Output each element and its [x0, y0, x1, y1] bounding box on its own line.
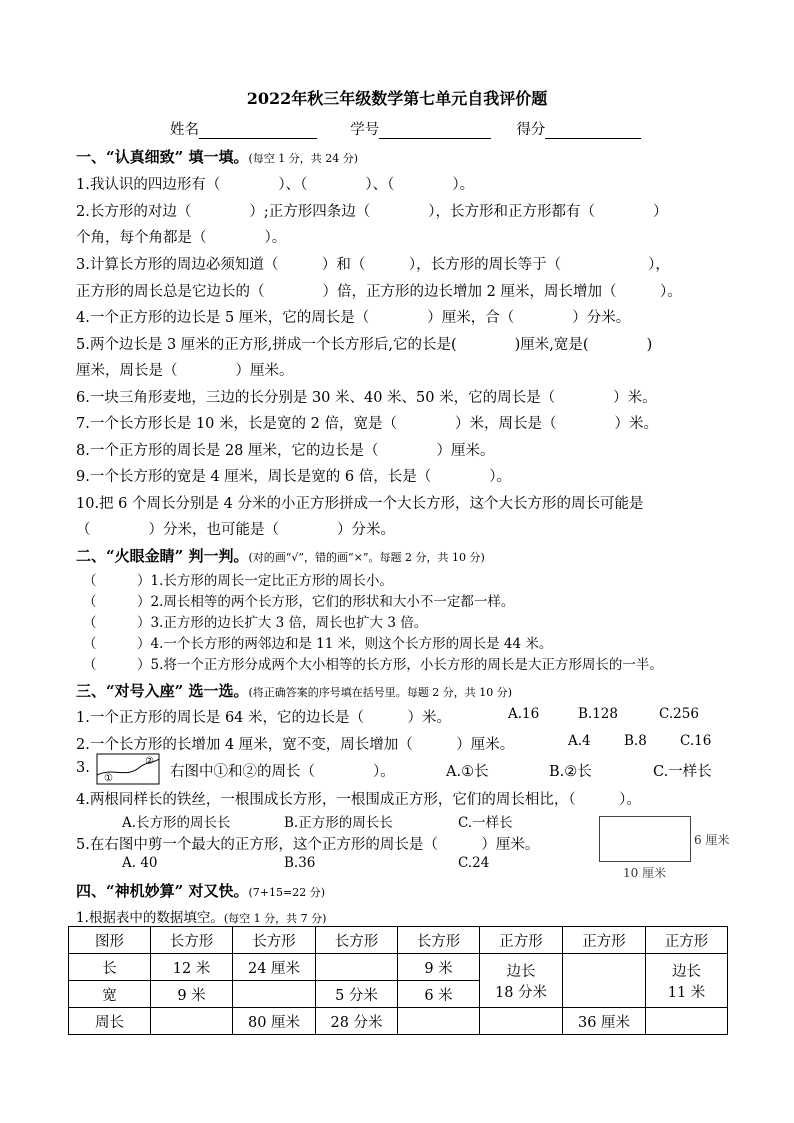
table-cell: 28 分米 — [316, 1008, 398, 1035]
table-cell-blank[interactable] — [316, 954, 398, 981]
s3-q4: 4.两根同样长的铁丝，一根围成长方形，一根围成正方形，它们的周长相比，（ ）。 — [76, 792, 641, 808]
s1-line: 1.我认识的四边形有（ ）、（ ）、（ ）。 — [76, 177, 475, 193]
table-cell: 9 米 — [151, 981, 233, 1008]
table-cell: 长 — [69, 954, 151, 981]
s1-line: 3.计算长方形的周边必须知道（ ）和（ ），长方形的周长等于（ ）， — [76, 257, 670, 273]
table-cell: 9 米 — [398, 954, 480, 981]
table-header-cell: 正方形 — [646, 927, 728, 954]
s3-q3-opt-b: B.②长 — [549, 764, 592, 780]
section2-title: 二、“火眼金睛” 判一判。 — [76, 547, 249, 565]
table-cell-blank[interactable] — [398, 1008, 480, 1035]
table-row-perimeter — [69, 1008, 728, 1035]
s4-sub1 — [76, 906, 326, 926]
s1-line: 8.一个正方形的周长是 28 厘米，它的边长是（ ）厘米。 — [76, 443, 495, 459]
table-cell: 宽 — [69, 981, 151, 1008]
table-header-row — [69, 927, 728, 954]
id-blank[interactable] — [379, 122, 491, 139]
table-header-cell: 正方形 — [563, 927, 646, 954]
section3-title: 三、“对号入座” 选一选。 — [76, 682, 249, 700]
s1-line: 4.一个正方形的边长是 5 厘米，它的周长是（ ）厘米，合（ ）分米。 — [76, 310, 631, 326]
section1-note: (每空 1 分，共 24 分) — [248, 152, 359, 165]
s1-line: （ ）分米，也可能是（ ）分米。 — [76, 522, 395, 538]
q5-bottom-label: 10 厘米 — [623, 866, 667, 880]
s1-line: 6.一块三角形麦地，三边的长分别是 30 米、40 米、50 米，它的周长是（ ）米。 — [76, 390, 657, 406]
s3-q4-opt-b: B.正方形的周长长 — [284, 815, 393, 831]
table-header-cell: 正方形 — [480, 927, 563, 954]
s3-q5-opt-a: A. 40 — [122, 855, 158, 871]
s3-q3-number: 3. — [76, 760, 90, 776]
s3-q1: 1.一个正方形的周长是 64 米，它的边长是（ ）米。 — [76, 710, 452, 726]
s3-q2-opt-b: B.8 — [624, 733, 647, 749]
region-2-label: ② — [145, 756, 154, 767]
judge-item: （ ）3.正方形的边长扩大 3 倍，周长也扩大 3 倍。 — [83, 615, 428, 631]
s1-line: 个角，每个角都是（ ）。 — [76, 230, 287, 246]
q3-shape-figure — [96, 753, 160, 785]
section3-heading — [76, 680, 512, 701]
section1-title: 一、“认真细致” 填一填。 — [76, 148, 249, 166]
region-1-label: ① — [104, 773, 113, 784]
table-cell: 6 米 — [398, 981, 480, 1008]
section4-note: (7+15=22 分) — [248, 886, 325, 899]
s3-q1-opt-b: B.128 — [578, 706, 618, 722]
table-cell-blank[interactable] — [233, 981, 316, 1008]
s3-q2: 2.一个长方形的长增加 4 厘米，宽不变，周长增加（ ）厘米。 — [76, 737, 515, 753]
s4-sub1-note: (每空 1 分，共 7 分) — [223, 912, 327, 925]
s3-q4-opt-c: C.一样长 — [458, 815, 513, 831]
s3-q5-opt-b: B.36 — [284, 855, 316, 871]
section4-heading — [76, 880, 325, 901]
name-label: 姓名 — [170, 122, 199, 138]
s3-q5-opt-c: C.24 — [458, 855, 490, 871]
table-header-cell: 长方形 — [316, 927, 398, 954]
s3-q5: 5.在右图中剪一个最大的正方形，这个正方形的周长是（ ）厘米。 — [76, 837, 540, 853]
section2-heading — [76, 545, 485, 566]
score-blank[interactable] — [545, 122, 641, 139]
square1-side-cell — [480, 954, 563, 1008]
table-header-cell: 长方形 — [398, 927, 480, 954]
section3-note: (将正确答案的序号填在括号里。每题 2 分，共 10 分) — [248, 686, 513, 699]
s1-line: 9.一个长方形的宽是 4 厘米，周长是宽的 6 倍，长是（ ）。 — [76, 469, 511, 485]
id-label: 学号 — [350, 122, 380, 138]
table-cell-blank[interactable] — [646, 1008, 728, 1035]
s1-line: 5.两个边长是 3 厘米的正方形,拼成一个长方形后,它的长是( )厘米,宽是( ) — [76, 337, 653, 353]
s1-line: 厘米，周长是（ ）厘米。 — [76, 363, 294, 379]
score-label: 得分 — [516, 122, 546, 138]
table-header-cell: 图形 — [69, 927, 151, 954]
table-cell: 80 厘米 — [233, 1008, 316, 1035]
square2-side-blank[interactable] — [563, 954, 646, 1008]
section4-title: 四、“神机妙算” 对又快。 — [76, 882, 249, 900]
s3-q2-opt-a: A.4 — [568, 733, 591, 749]
table-cell-blank[interactable] — [151, 1008, 233, 1035]
table-header-cell: 长方形 — [151, 927, 233, 954]
s1-line: 2.长方形的对边（ ）;正方形四条边（ ），长方形和正方形都有（ ） — [76, 204, 668, 220]
name-blank[interactable] — [199, 122, 317, 139]
s3-q1-opt-a: A.16 — [508, 706, 540, 722]
s4-sub1-title: 1.根据表中的数据填空。 — [76, 910, 224, 926]
judge-item: （ ）2.周长相等的两个长方形，它们的形状和大小不一定都一样。 — [83, 594, 515, 610]
square1-side-label: 边长 — [506, 963, 536, 980]
s3-q2-opt-c: C.16 — [680, 733, 712, 749]
square1-side-value: 18 分米 — [494, 984, 548, 1001]
student-info-row — [170, 118, 641, 139]
judge-item: （ ）1.长方形的周长一定比正方形的周长小。 — [83, 573, 393, 589]
table-cell: 24 厘米 — [233, 954, 316, 981]
judge-item: （ ）4.一个长方形的两邻边和是 11 米，则这个长方形的周长是 44 米。 — [83, 636, 553, 652]
s3-q3: 右图中①和②的周长（ ）。 — [170, 764, 395, 780]
table-header-cell: 长方形 — [233, 927, 316, 954]
q5-side-label: 6 厘米 — [694, 833, 730, 847]
s1-line: 正方形的周长总是它边长的（ ）倍，正方形的边长增加 2 厘米，周长增加（ ）。 — [76, 284, 682, 300]
table-cell: 12 米 — [151, 954, 233, 981]
data-table — [68, 926, 728, 1035]
table-row-length — [69, 954, 728, 981]
square3-side-value: 11 米 — [667, 984, 706, 1001]
s3-q3-opt-c: C.一样长 — [653, 764, 712, 780]
s3-q4-opt-a: A.长方形的周长长 — [122, 815, 231, 831]
s1-line: 10.把 6 个周长分别是 4 分米的小正方形拼成一个大长方形，这个大长方形的周长可能是 — [76, 496, 644, 512]
table-cell: 5 分米 — [316, 981, 398, 1008]
page-title: 2022年秋三年级数学第七单元自我评价题 — [246, 89, 548, 108]
judge-item: （ ）5.将一个正方形分成两个大小相等的长方形，小长方形的周长是大正方形周长的一半。 — [83, 657, 663, 673]
square3-side-label: 边长 — [672, 963, 701, 980]
s1-line: 7.一个长方形长是 10 米，长是宽的 2 倍，宽是（ ）米，周长是（ ）米。 — [76, 416, 658, 432]
s3-q1-opt-c: C.256 — [659, 706, 699, 722]
table-cell: 周长 — [69, 1008, 151, 1035]
section2-note: (对的画“√”，错的画“×”。每题 2 分，共 10 分) — [248, 551, 485, 564]
table-cell-blank[interactable] — [480, 1008, 563, 1035]
square3-side-cell — [646, 954, 728, 1008]
table-cell: 36 厘米 — [563, 1008, 646, 1035]
q5-rectangle-figure — [599, 816, 691, 862]
section1-heading — [76, 146, 358, 167]
s3-q3-opt-a: A.①长 — [446, 764, 489, 780]
